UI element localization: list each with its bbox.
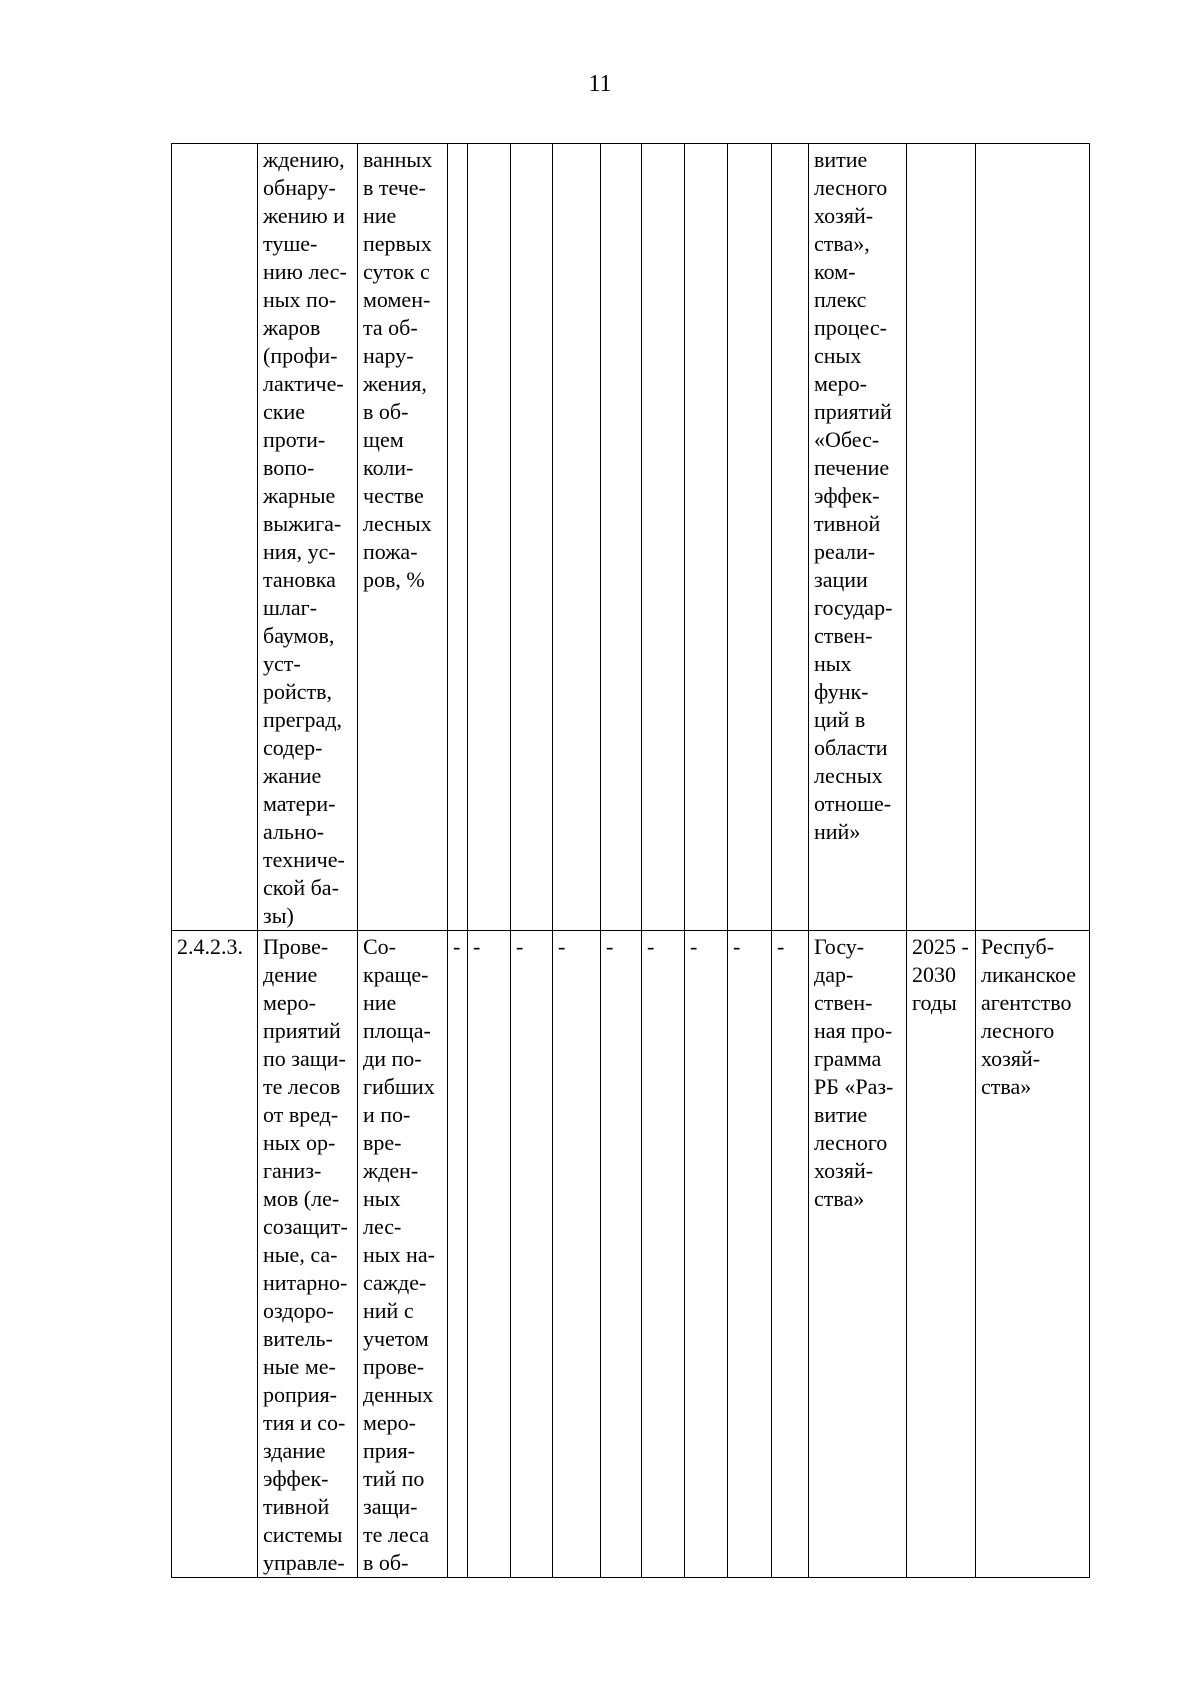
cell-value [728,144,772,931]
cell-value: - [772,931,809,1578]
cell-activity: ждению, обнару- жению и туше- нию лес- ных по- жаров (профи- лактиче- ские проти- вопо- жарные выжига- ния, ус- тановка шлаг- баумов, уст- ройств, преград, содер- жание матери- ально- техниче- ской ба- зы) [258,144,358,931]
cell-value [685,144,728,931]
cell-activity: Прове- дение меро- приятий по защи- те лесов от вред- ных ор- ганиз- мов (ле- созащит- ные, са- нитарно- оздоро- витель- ные ме- роприя- тия и со- здание эффек- тивной системы управле- [258,931,358,1578]
table-row [172,931,1090,1578]
table-row [172,144,1090,931]
cell-program: Госу- дар- ствен- ная про- грамма РБ «Раз- витие лесного хозяй- ства» [809,931,907,1578]
cell-value [448,144,468,931]
cell-period [907,144,976,931]
cell-value: - [728,931,772,1578]
cell-value: - [511,931,553,1578]
cell-value [511,144,553,931]
cell-value [553,144,601,931]
cell-indicator: Со- краще- ние площа- ди по- гибших и по- вре- жден- ных лес- ных на- сажде- ний с учетом прове- денных меро- прия- тий по защи- те леса в об- [358,931,448,1578]
cell-period: 2025 - 2030 годы [907,931,976,1578]
program-table [171,143,1090,1578]
cell-value: - [685,931,728,1578]
cell-program: витие лесного хозяй- ства», ком- плекс процес- сных меро- приятий «Обес- печение эффек- тивной реали- зации государ- ствен- ных функ- ций в области лесных отноше- ний» [809,144,907,931]
cell-value [468,144,511,931]
cell-number: 2.4.2.3. [172,931,258,1578]
page-number: 11 [588,71,612,97]
cell-value [601,144,642,931]
cell-indicator: ванных в тече- ние первых суток с момен- та об- нару- жения, в об- щем коли- честве лесных пожа- ров, % [358,144,448,931]
cell-value: - [601,931,642,1578]
cell-executor [976,144,1090,931]
cell-value [642,144,685,931]
cell-value [772,144,809,931]
cell-number [172,144,258,931]
cell-executor: Респуб- ликанское агентство лесного хозяй- ства» [976,931,1090,1578]
cell-value: - [468,931,511,1578]
cell-value: - [642,931,685,1578]
cell-value: - [553,931,601,1578]
cell-value: - [448,931,468,1578]
